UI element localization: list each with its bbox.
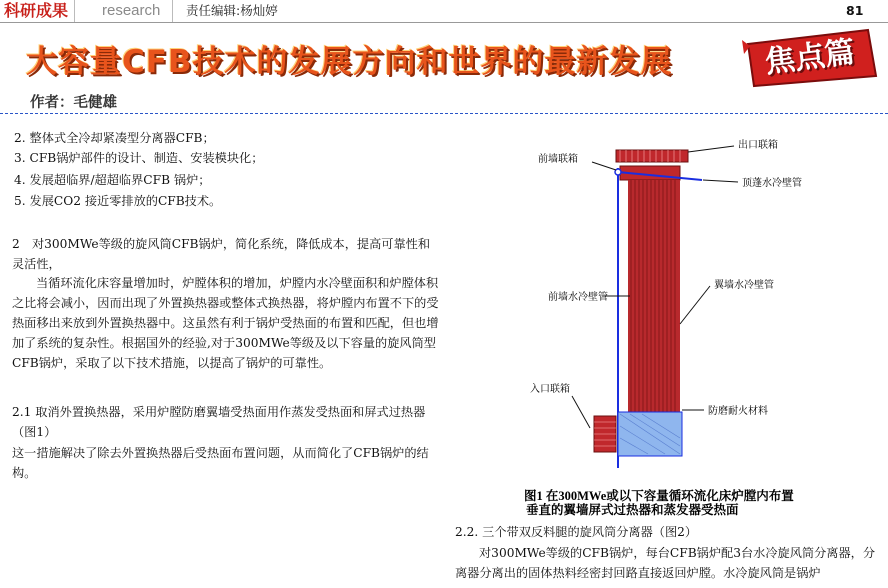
subsection-heading: 2.2. 三个带双反料腿的旋风筒分离器（图2） (455, 525, 698, 539)
wing-wall-tubes (628, 180, 680, 412)
topic-badge (740, 28, 880, 88)
badge-text: 焦点篇 (763, 34, 857, 81)
body-paragraph: 当循环流化床容量增加时，炉膛体积的增加，炉膛内水冷壁面积和炉膛体积之比将会减小，因而出现了外置换热器或整体式换热器，将炉膛内布置不下的受热面移出来放到外置换热器中。这虽然有利于锅炉受热面的布置和匹配，但也增加了系统的复杂性。根据国外的经验,对于300MWe等级及以下容量的旋风筒型CFB锅炉，采取了以下技术措施，以提高了锅炉的可靠性。 (12, 276, 439, 370)
label-wing-wall-tube: 翼墙水冷壁管 (714, 280, 774, 291)
list-item: 5. 发展CO2 接近零排放的CFB技术。 (14, 194, 222, 208)
list-item: 4. 发展超临界/超超临界CFB 锅炉； (14, 173, 211, 187)
subsection-body: 这一措施解决了除去外置换热器后受热面布置问题，从而简化了CFB锅炉的结构。 (12, 446, 429, 480)
boiler-diagram (520, 128, 840, 488)
header-divider (0, 22, 888, 23)
caption-line-1: 图1 在300MWe或以下容量循环流化床炉膛内布置 (524, 489, 794, 503)
section-name-en: research (94, 0, 173, 22)
subsection-body: 对300MWe等级的CFB锅炉，每台CFB锅炉配3台水冷旋风筒分离器，分离器分离出的固体热料经密封回路直接返回炉膛。水冷旋风筒是锅炉 (455, 546, 876, 580)
page-number: 81 (846, 3, 864, 18)
figure-caption (524, 489, 834, 517)
outlet-header-shape (616, 150, 688, 162)
section-name: 科研成果 (0, 0, 75, 22)
list-item: 2. 整体式全冷却紧凑型分离器CFB； (14, 131, 215, 145)
section-heading: 2 对300MWe等级的旋风筒CFB锅炉，简化系统，降低成本，提高可靠性和灵活性， (12, 237, 431, 271)
author: 作者：毛健雄 (30, 95, 117, 111)
label-refractory: 防磨耐火材料 (708, 406, 768, 417)
label-front-header: 前墙联箱 (538, 154, 578, 165)
list-item: 3. CFB锅炉部件的设计、制造、安装模块化； (14, 151, 264, 165)
editor-credit: 责任编辑:杨灿婷 (186, 3, 278, 18)
label-inlet-header: 入口联箱 (530, 384, 570, 395)
label-outlet-header: 出口联箱 (738, 140, 778, 151)
subsection-heading: 2.1 取消外置换热器，采用炉膛防磨翼墙受热面用作蒸发受热面和屏式过热器（图1） (12, 405, 426, 439)
label-front-wall-tube: 前墙水冷壁管 (548, 292, 608, 303)
label-roof-tube: 顶蓬水冷壁管 (742, 178, 802, 189)
caption-line-2: 垂直的翼墙屏式过热器和蒸发器受热面 (526, 503, 739, 517)
title-divider (0, 113, 888, 114)
article-title: 大容量CFB技术的发展方向和世界的最新发展 (26, 44, 673, 80)
